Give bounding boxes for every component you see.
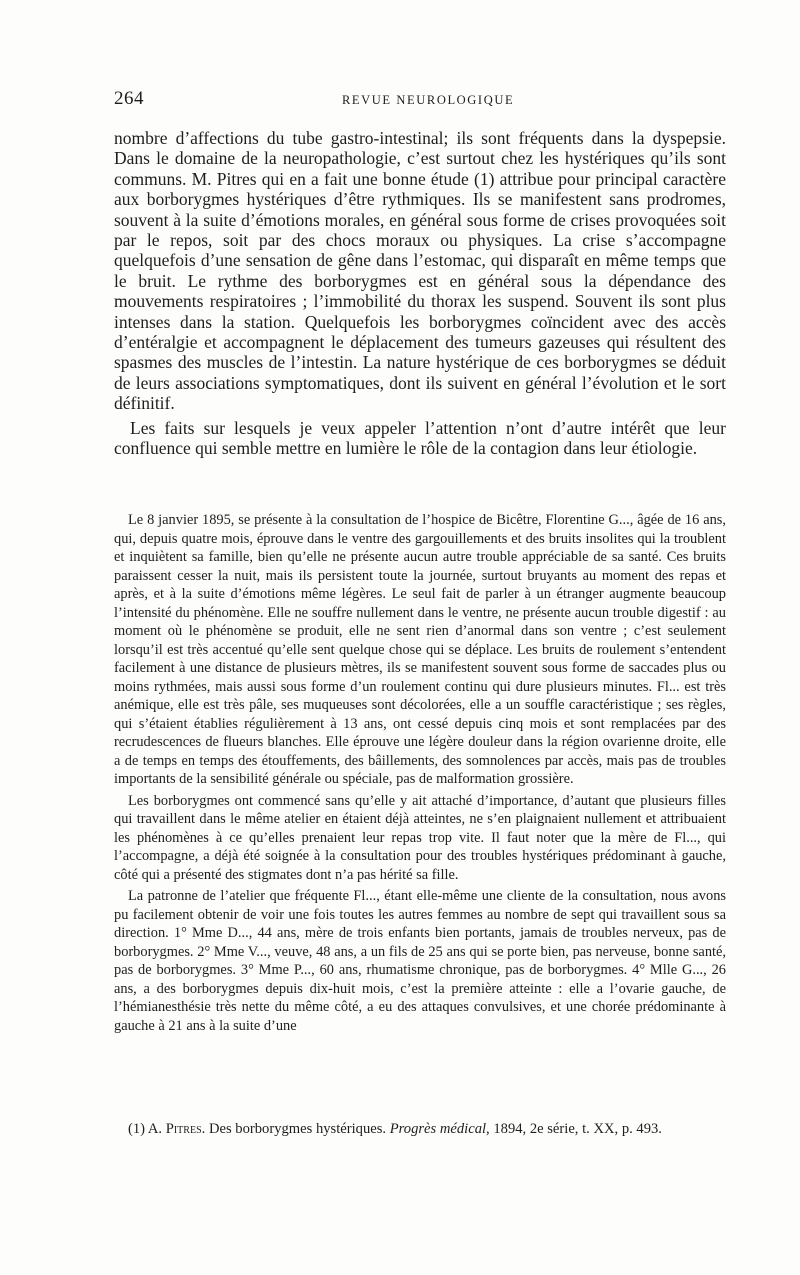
case-report (114, 511, 726, 1035)
footnote (114, 1120, 726, 1139)
footnote-title: . Des borborygmes hystériques. (201, 1121, 387, 1137)
case-paragraph-1: Le 8 janvier 1895, se présente à la consultation de l’hospice de Bicêtre, Florentine G..., âgée de 16 ans, qui, depuis quatre mois, éprouve dans le ventre des gargouillements et des bruits insolites qui la troublent et inquiètent sa famille, bien qu’elle ne présente aucun autre trouble appréciable de sa santé. Ces bruits paraissent cesser la nuit, mais ils persistent toute la journée, surtout bruyants au moment des repas et après, et à la suite d’émotions même légères. Le seul fait de parler à un étranger augmente beaucoup l’intensité du phénomène. Elle ne souffre nullement dans le ventre, ne présente aucun trouble digestif : au moment où le phénomène se produit, elle ne sent rien d’anormal dans son ventre ; c’est seulement lorsqu’il est très accentué qu’elle sent quelque chose qui se déplace. Les bruits de roulement s’entendent facilement à une distance de plusieurs mètres, ils se manifestent souvent sous forme de saccades plus ou moins rythmées, mais aussi sous forme d’un roulement continu qui dure plusieurs minutes. Fl... est très anémique, elle est très pâle, ses muqueuses sont décolorées, elle a un souffle caractéristique ; ses règles, qui s’étaient établies régulièrement à 13 ans, ont cessé depuis cinq mois et sont remplacées par des recrudescences de flueurs blanches. Elle éprouve une légère douleur dans la région ovarienne droite, elle a de temps en temps des étouffements, des bâillements, des somnolences par accès, mais pas de troubles importants de la sensibilité générale ou spéciale, pas de malformation grossière. (114, 512, 726, 787)
running-head: REVUE NEUROLOGIQUE (342, 93, 515, 107)
case-paragraph-3: La patronne de l’atelier que fréquente Fl..., étant elle-même une cliente de la consultation, nous avons pu facilement obtenir de voir une fois toutes les autres femmes au nombre de sept qui travaillent sous sa direction. 1° Mme D..., 44 ans, mère de trois enfants bien portants, jamais de troubles nerveux, pas de borborygmes. 2° Mme V..., veuve, 48 ans, a un fils de 25 ans qui se porte bien, pas nerveuse, bonne santé, pas de borborygmes. 3° Mme P..., 60 ans, rhumatisme chronique, pas de borborygmes. 4° Mlle G..., 26 ans, a des borborygmes depuis dix-huit mois, c’est la première atteinte : elle a l’ovarie gauche, de l’hémianesthésie très nette du même côté, a eu des attaques convulsives, et une chorée prédominante à gauche à 21 ans à la suite d’une (114, 888, 726, 1034)
footnote-author: Pitres (165, 1121, 202, 1137)
main-paragraph-2: Les faits sur lesquels je veux appeler l’attention n’ont d’autre intérêt que leur confluence qui semble mettre en lumière le rôle de la contagion dans leur étiologie. (114, 417, 726, 459)
main-text (114, 128, 726, 459)
case-paragraph-2: Les borborygmes ont commencé sans qu’elle y ait attaché d’importance, d’autant que plusieurs filles qui travaillent dans le même atelier en étaient déjà atteintes, ne s’en plaignaient nullement et attribuaient les phénomènes à ce qu’elles prenaient leur repas trop vite. Il faut noter que la mère de Fl..., qui l’accompagne, a déjà été soignée à la consultation pour des troubles hystériques prédominant à gauche, côté qui a présenté des stigmates dont n’a pas hérité sa fille. (114, 792, 726, 883)
footnote-journal: Progrès médical (389, 1121, 487, 1137)
footnote-details: , 1894, 2e série, t. XX, p. 493. (486, 1121, 662, 1137)
main-paragraph-1: nombre d’affections du tube gastro-intestinal; ils sont fréquents dans la dyspepsie. Dans le domaine de la neuropathologie, c’est surtout chez les hystériques qu’ils sont communs. M. Pitres qui en a fait une bonne étude (1) attribue pour principal caractère aux borborygmes hystériques d’être rythmiques. Ils se manifestent sans prodromes, souvent à la suite d’émotions morales, en général sous forme de crises provoquées soit par le repos, soit par des chocs moraux ou physiques. La crise s’accompagne quelquefois d’une sensation de gêne dans l’estomac, qui disparaît en même temps que le bruit. Le rythme des borborygmes est en général sous la dépendance des mouvements respiratoires ; l’immobilité du thorax les suspend. Souvent ils sont plus intenses dans la station. Quelquefois les borborygmes coïncident avec des accès d’entéralgie et accompagnent le déplacement des tumeurs gazeuses qui résultent des spasmes des muscles de l’intestin. La nature hystérique de ces borborygmes se déduit de leurs associations symptomatiques, dont ils suivent en général l’évolution et le sort définitif. (114, 128, 726, 414)
footnote-marker: (1) (128, 1121, 146, 1137)
footnote-author-initial: A. (147, 1121, 163, 1137)
page-number: 264 (114, 88, 144, 109)
page-header (114, 88, 726, 112)
